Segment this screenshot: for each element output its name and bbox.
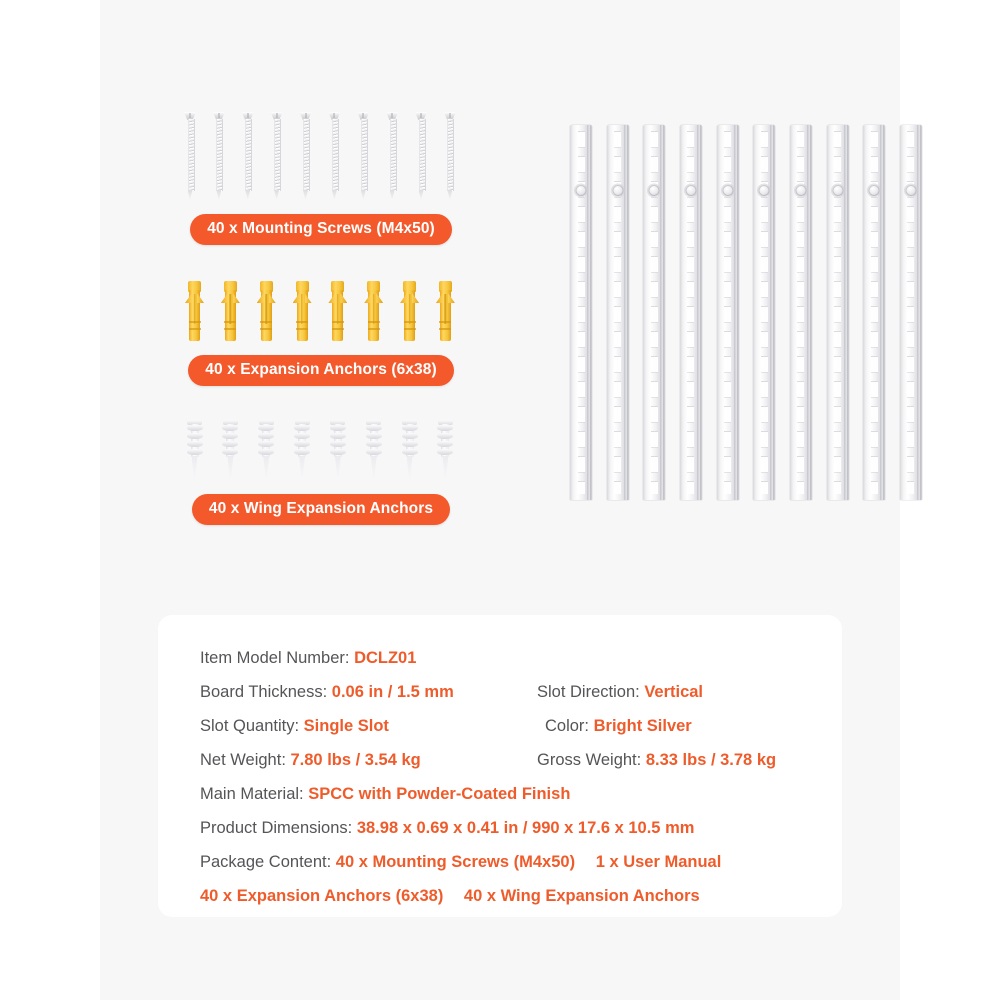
spec-row-slot-quantity xyxy=(200,709,842,743)
spec-row-model xyxy=(200,641,842,675)
slotted-rail-icon xyxy=(753,125,775,500)
spec-value: 0.06 in / 1.5 mm xyxy=(331,683,454,701)
slotted-rail-icon xyxy=(607,125,629,500)
spec-item-main-material xyxy=(200,777,570,811)
spec-label: Board Thickness: xyxy=(200,683,328,701)
expansion-anchor-icon xyxy=(222,281,239,341)
expansion-anchor-icon xyxy=(401,281,418,341)
screw-icon xyxy=(386,112,398,200)
expansion-anchor-icon xyxy=(329,281,346,341)
spec-row-thickness xyxy=(200,675,842,709)
screw-icon xyxy=(213,112,225,200)
wing-anchor-group xyxy=(180,418,460,480)
spec-label: Slot Quantity: xyxy=(200,717,300,735)
expansion-anchors-label-wrap xyxy=(180,355,462,386)
screw-icon xyxy=(328,112,340,200)
spec-label: Product Dimensions: xyxy=(200,819,353,837)
screw-icon xyxy=(444,112,456,200)
wing-anchor-icon xyxy=(437,420,454,480)
expansion-anchor-icon xyxy=(437,281,454,341)
spec-item-board-thickness xyxy=(200,675,454,709)
specification-card xyxy=(158,615,842,917)
slotted-rail-icon xyxy=(680,125,702,500)
spec-item-product-dimensions xyxy=(200,811,694,845)
spec-label: Slot Direction: xyxy=(537,683,640,701)
screw-icon xyxy=(271,112,283,200)
spec-label: Color: xyxy=(545,717,590,735)
spec-row-weight xyxy=(200,743,842,777)
spec-value: 8.33 lbs / 3.78 kg xyxy=(645,751,777,769)
expansion-anchors-pill-label: 40 x Expansion Anchors (6x38) xyxy=(188,355,453,386)
slotted-rail-icon xyxy=(827,125,849,500)
spec-label: Gross Weight: xyxy=(537,751,642,769)
spec-label: Net Weight: xyxy=(200,751,286,769)
expansion-anchor-icon xyxy=(294,281,311,341)
slotted-rail-icon xyxy=(900,125,922,500)
spec-value: Bright Silver xyxy=(593,717,692,735)
wing-anchors-pill-label: 40 x Wing Expansion Anchors xyxy=(192,494,450,525)
slotted-rail-icon xyxy=(570,125,592,500)
screw-icon xyxy=(300,112,312,200)
wing-anchor-icon xyxy=(258,420,275,480)
spec-row-package-content-2 xyxy=(200,879,842,913)
screw-icon xyxy=(415,112,427,200)
screw-group xyxy=(180,110,460,200)
spec-value: 7.80 lbs / 3.54 kg xyxy=(290,751,421,769)
spec-label: Package Content: xyxy=(200,853,332,871)
package-item-manual: 1 x User Manual xyxy=(595,853,722,871)
spec-value: 38.98 x 0.69 x 0.41 in / 990 x 17.6 x 10.5 mm xyxy=(356,819,695,837)
wing-anchor-icon xyxy=(365,420,382,480)
slotted-rail-icon xyxy=(717,125,739,500)
slotted-rail-icon xyxy=(863,125,885,500)
spec-row-dimensions xyxy=(200,811,842,845)
expansion-anchor-icon xyxy=(365,281,382,341)
wing-anchor-icon xyxy=(186,420,203,480)
parts-hero xyxy=(100,0,900,600)
wing-anchor-icon xyxy=(329,420,346,480)
spec-label: Main Material: xyxy=(200,785,304,803)
spec-item-color xyxy=(545,709,692,743)
screws-pill-label: 40 x Mounting Screws (M4x50) xyxy=(190,214,452,245)
spec-value: Single Slot xyxy=(303,717,389,735)
spec-item-net-weight xyxy=(200,743,421,777)
spec-value: Vertical xyxy=(644,683,704,701)
screw-icon xyxy=(357,112,369,200)
spec-item-model xyxy=(200,641,416,675)
wing-anchor-icon xyxy=(222,420,239,480)
wing-anchor-icon xyxy=(401,420,418,480)
slotted-rail-icon xyxy=(790,125,812,500)
spec-value: SPCC with Powder-Coated Finish xyxy=(308,785,571,803)
specification-list xyxy=(158,615,842,913)
screw-icon xyxy=(242,112,254,200)
expansion-anchor-group xyxy=(180,279,460,341)
screw-icon xyxy=(184,112,196,200)
package-item-expansion-anchors: 40 x Expansion Anchors (6x38) xyxy=(200,887,444,905)
spec-item-gross-weight xyxy=(537,743,776,777)
package-item-wing-anchors: 40 x Wing Expansion Anchors xyxy=(463,887,700,905)
wing-anchor-icon xyxy=(294,420,311,480)
expansion-anchor-icon xyxy=(258,281,275,341)
spec-row-package-content-1 xyxy=(200,845,842,879)
spec-label: Item Model Number: xyxy=(200,649,350,667)
spec-row-material xyxy=(200,777,842,811)
expansion-anchor-icon xyxy=(186,281,203,341)
wing-anchors-label-wrap xyxy=(180,494,462,525)
spec-item-slot-quantity xyxy=(200,709,389,743)
screws-label-wrap xyxy=(180,214,462,245)
spec-item-slot-direction xyxy=(537,675,703,709)
spec-value: DCLZ01 xyxy=(354,649,417,667)
parts-column xyxy=(180,110,460,525)
slotted-rail-icon xyxy=(643,125,665,500)
package-item-screws: 40 x Mounting Screws (M4x50) xyxy=(335,853,576,871)
slotted-rail-group xyxy=(570,125,922,500)
